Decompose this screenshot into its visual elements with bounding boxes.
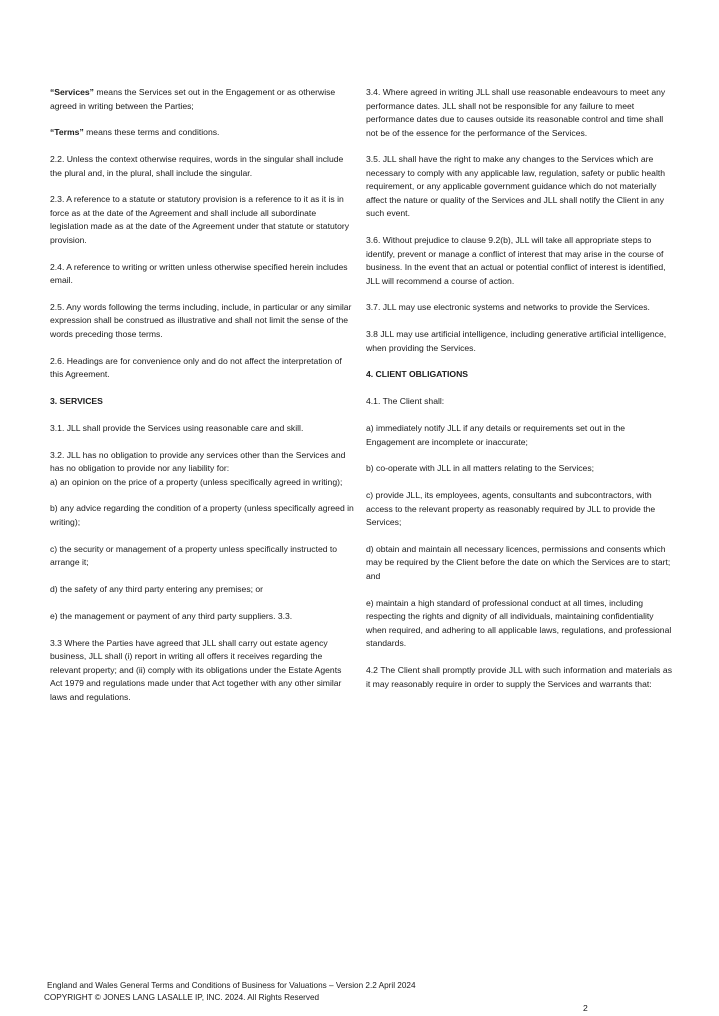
clause-3-7: 3.7. JLL may use electronic systems and networks to provide the Services. bbox=[366, 302, 650, 313]
clause-2-6: 2.6. Headings are for convenience only and do not affect the interpretation of this Agreement. bbox=[50, 355, 342, 380]
definition-services bbox=[50, 86, 355, 113]
clause-2-3: 2.3. A reference to a statute or statutory provision is a reference to it as it is in force as at the date of the Agreement and shall include all subordinate legislation made as at the date of the Agreement under that statute or statutory provision. bbox=[50, 194, 350, 245]
section-heading-client-obligations: 4. CLIENT OBLIGATIONS bbox=[366, 369, 469, 380]
page-footer bbox=[44, 980, 416, 1004]
clause-4-1-b: b) co-operate with JLL in all matters relating to the Services; bbox=[366, 463, 594, 474]
clause-2-5: 2.5. Any words following the terms including, include, in particular or any similar expression shall be construed as illustrative and shall not limit the sense of the words preceding those terms. bbox=[50, 301, 352, 339]
clause-3-2-intro: 3.2. JLL has no obligation to provide any services other than the Services and has no obligation to provide nor any liability for: bbox=[50, 449, 346, 474]
left-column bbox=[50, 86, 355, 717]
definition-terms bbox=[50, 126, 355, 140]
clause-3-2-e: e) the management or payment of any third party suppliers. 3.3. bbox=[50, 610, 293, 621]
clause-4-1-d: d) obtain and maintain all necessary licences, permissions and consents which may be required by the Client before the date on which the Services are to start; and bbox=[366, 543, 671, 581]
clause-4-1-e: e) maintain a high standard of professional conduct at all times, including respecting the rights and dignity of all individuals, maintaining confidentiality when required, and adhering to all applicable laws, regulations, and professional standards. bbox=[366, 597, 672, 649]
clause-3-6: 3.6. Without prejudice to clause 9.2(b), JLL will take all appropriate steps to identify, prevent or manage a conflict of interest that may arise in the course of business. In the event that an actual or potential conflict of interest is identified, JLL will recommend a course of action. bbox=[366, 235, 666, 286]
clause-3-2 bbox=[50, 449, 355, 490]
footer-copyright: COPYRIGHT © JONES LANG LASALLE IP, INC. 2024. All Rights Reserved bbox=[44, 993, 320, 1002]
clause-2-4: 2.4. A reference to writing or written unless otherwise specified herein includes email. bbox=[50, 261, 348, 286]
clause-4-1: 4.1. The Client shall: bbox=[366, 396, 445, 407]
clause-4-2: 4.2 The Client shall promptly provide JLL with such information and materials as it may reasonably require in order to supply the Services and warrants that: bbox=[366, 665, 672, 689]
clause-3-2-c: c) the security or management of a property unless specifically instructed to arrange it; bbox=[50, 543, 338, 568]
clause-3-2-a: a) an opinion on the price of a property (unless specifically agreed in writing); bbox=[50, 476, 343, 487]
clause-3-4: 3.4. Where agreed in writing JLL shall use reasonable endeavours to meet any performance dates. JLL shall not be responsible for any failure to meet performance dates due to causes outside its reasonable control and time shall not be of the essence for the performance of the Services. bbox=[366, 87, 666, 138]
page-number: 2 bbox=[583, 1003, 588, 1013]
clause-2-2: 2.2. Unless the context otherwise requires, words in the singular shall include the plural and, in the plural, shall include the singular. bbox=[50, 154, 344, 178]
clause-4-1-a: a) immediately notify JLL if any details or requirements set out in the Engagement are incomplete or inaccurate; bbox=[366, 423, 626, 447]
section-heading-services: 3. SERVICES bbox=[50, 396, 103, 407]
clause-3-1: 3.1. JLL shall provide the Services using reasonable care and skill. bbox=[50, 422, 304, 433]
clause-3-3: 3.3 Where the Parties have agreed that JLL shall carry out estate agency business, JLL shall (i) report in writing all offers it receives regarding the relevant property; and (ii) comply with its obligations under the Estate Agents Act 1979 and regulations made under that Act together with any other similar laws and regulations. bbox=[50, 637, 342, 702]
defined-term-services: “Services” bbox=[50, 87, 94, 97]
definition-terms-text: means these terms and conditions. bbox=[83, 127, 220, 138]
clause-3-5: 3.5. JLL shall have the right to make any changes to the Services which are necessary to comply with any applicable law, regulation, safety or public health requirement, or any applicable government guidance which do not materially affect the nature or quality of the Services and JLL shall notify the Client in any such event. bbox=[366, 154, 666, 219]
right-column bbox=[366, 86, 672, 704]
clause-4-1-c: c) provide JLL, its employees, agents, consultants and subcontractors, with access to the relevant property as reasonably required by JLL to provide the Services; bbox=[366, 490, 656, 528]
clause-3-2-d: d) the safety of any third party entering any premises; or bbox=[50, 584, 264, 595]
footer-document-title: England and Wales General Terms and Conditions of Business for Valuations – Version 2.2 April 2024 bbox=[47, 981, 416, 990]
clause-3-2-b: b) any advice regarding the condition of a property (unless specifically agreed in writing); bbox=[50, 503, 354, 527]
defined-term-terms: “Terms” bbox=[50, 127, 84, 138]
definition-services-text: means the Services set out in the Engagement or as otherwise agreed in writing between the Parties; bbox=[50, 87, 336, 111]
clause-3-8: 3.8 JLL may use artificial intelligence, including generative artificial intelligence, when providing the Services. bbox=[366, 329, 667, 353]
